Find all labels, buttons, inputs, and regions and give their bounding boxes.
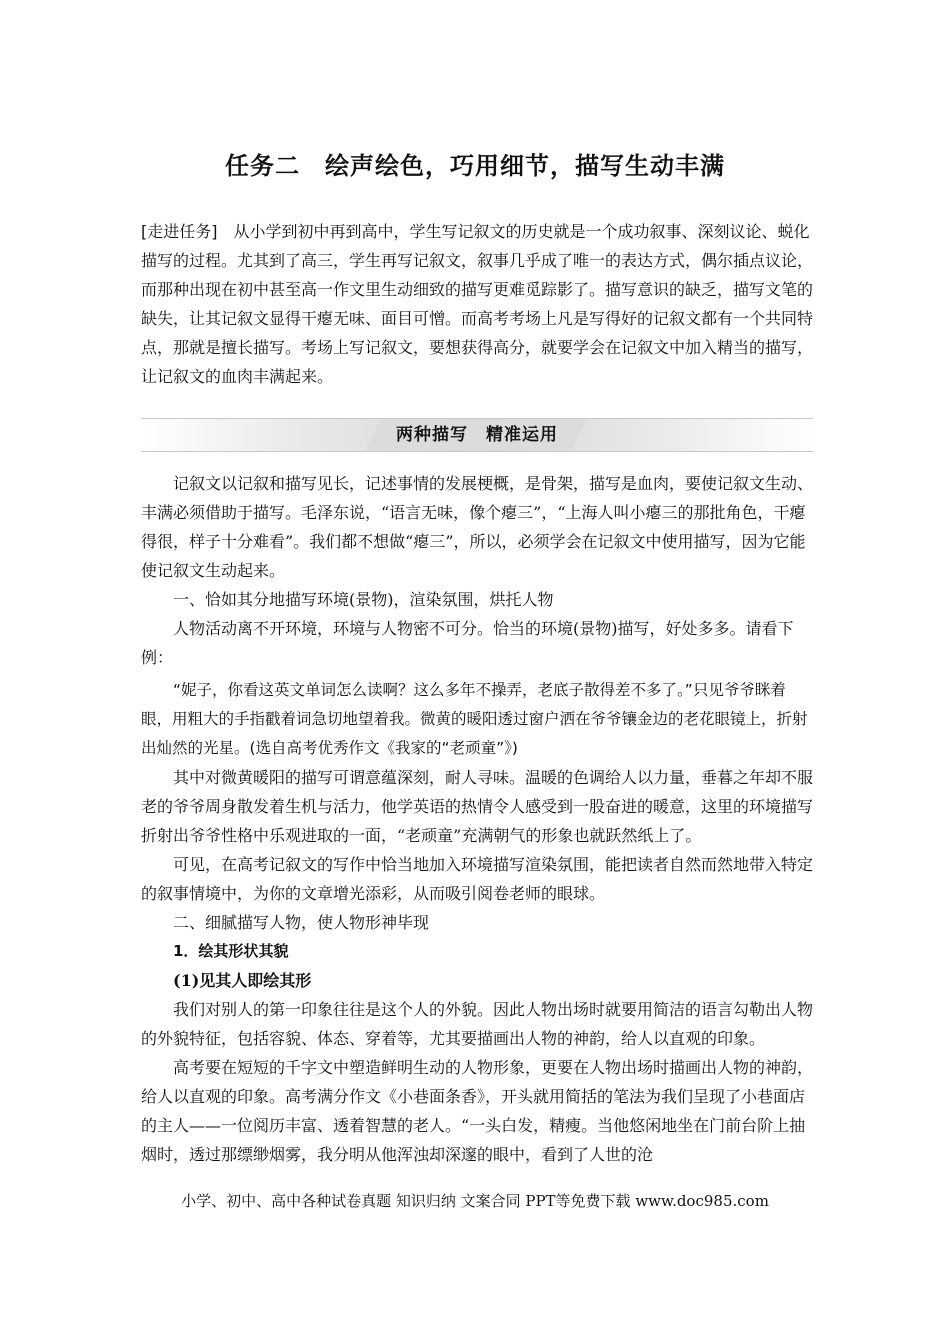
heading-environment: 一、恰如其分地描写环境(景物)，渲染氛围，烘托人物: [173, 590, 554, 609]
body-paragraph-2: 人物活动离不开环境，环境与人物密不可分。恰当的环境(景物)描写，好处多多。请看下例：: [141, 619, 794, 667]
banner-label: 两种描写 精准运用: [396, 425, 558, 445]
example-quote: “妮子，你看这英文单词怎么读啊？这么多年不操弄，老底子散得差不多了。”只见爷爷眯着眼，用粗大的手指戳着词急切地望着我。微黄的暖阳透过窗户洒在爷爷镶金边的老花眼镜上，折射出灿然的光星。(选自高考优秀作文《我家的“老顽童”》): [141, 681, 808, 757]
intro-text: 从小学到初中再到高中，学生写记叙文的历史就是一个成功叙事、深刻议论、蜕化描写的过程。尤其到了高三，学生再写记叙文，叙事几乎成了唯一的表达方式，偶尔插点议论，而那种出现在初中甚至高一作文里生动细致的描写更难觅踪影了。描写意识的缺乏，描写文笔的缺失，让其记叙文显得干瘪无味、面目可憎。而高考考场上凡是写得好的记叙文都有一个共同特点，那就是擅长描写。考场上写记叙文，要想获得高分，就要学会在记叙文中加入精当的描写，让记叙文的血肉丰满起来。: [141, 222, 814, 386]
body-paragraph-1: 记叙文以记叙和描写见长，记述事情的发展梗概，是骨架，描写是血肉，要使记叙文生动、丰满必须借助于描写。毛泽东说，“语言无味，像个瘪三”，“上海人叫小瘪三的那批角色，干瘪得很，样子十分难看”。我们都不想做“瘪三”，所以，必须学会在记叙文中使用描写，因为它能使记叙文生动起来。: [141, 474, 814, 580]
body-paragraph-6: 高考要在短短的千字文中塑造鲜明生动的人物形象，更要在人物出场时描画出人物的神韵，给人以直观的印象。高考满分作文《小巷面条香》，开头就用简括的笔法为我们呈现了小巷面店的主人——一位阅历丰富、透着智慧的老人。“一头白发，精瘦。当他悠闲地坐在门前台阶上抽烟时，透过那缥缈烟雾，我分明从他浑浊却深邃的眼中，看到了人世的沧: [141, 1058, 814, 1164]
subheading-first-impression: (1)见其人即绘其形: [173, 971, 312, 990]
section-banner: [141, 418, 813, 452]
body-paragraph-5: 我们对别人的第一印象往往是这个人的外貌。因此人物出场时就要用简洁的语言勾勒出人物的外貌特征，包括容貌、体态、穿着等，尤其要描画出人物的神韵，给人以直观的印象。: [141, 1000, 814, 1048]
page-title: 任务二 绘声绘色，巧用细节，描写生动丰满: [225, 152, 725, 180]
intro-paragraph: [141, 217, 813, 391]
body-paragraph-4: 可见，在高考记叙文的写作中恰当地加入环境描写渲染氛围，能把读者自然而然地带入特定的叙事情境中，为你的文章增光添彩，从而吸引阅卷老师的眼球。: [141, 855, 814, 903]
intro-tag: [走进任务]: [141, 222, 218, 241]
subheading-appearance: 1．绘其形状其貌: [173, 942, 289, 960]
heading-character: 二、细腻描写人物，使人物形神毕现: [173, 913, 430, 932]
body-paragraph-3: 其中对微黄暖阳的描写可谓意蕴深刻，耐人寻味。温暖的色调给人以力量，垂暮之年却不服老的爷爷周身散发着生机与活力，他学英语的热情令人感受到一股奋进的暖意，这里的环境描写折射出爷爷性格中乐观进取的一面，“老顽童”充满朝气的形象也就跃然纸上了。: [141, 768, 814, 845]
page-footer: 小学、初中、高中各种试卷真题 知识归纳 文案合同 PPT等免费下载 www.doc985.com: [181, 1192, 769, 1210]
